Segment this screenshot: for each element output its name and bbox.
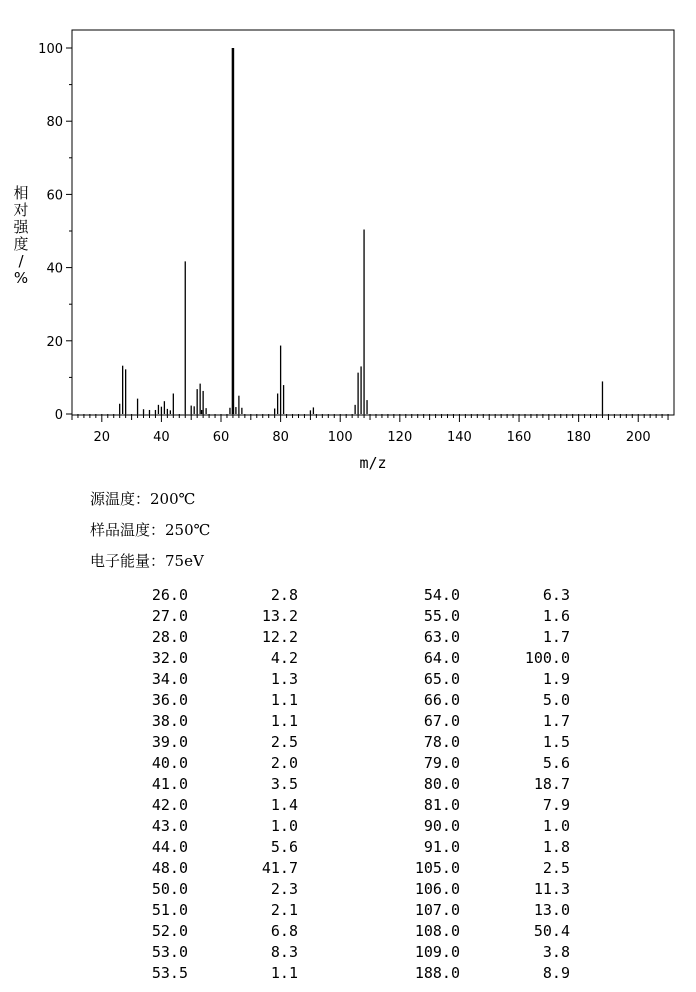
intensity-cell: 8.9 <box>542 964 570 982</box>
intensity-cell: 2.5 <box>270 733 298 751</box>
spectrum-peaks <box>120 48 603 414</box>
table-row <box>0 585 696 606</box>
x-tick-label: 180 <box>566 430 592 445</box>
intensity-cell: 7.9 <box>542 796 570 814</box>
mz-cell: 38.0 <box>151 712 188 730</box>
table-row <box>0 837 696 858</box>
mz-cell: 54.0 <box>423 586 460 604</box>
mz-cell: 34.0 <box>151 670 188 688</box>
mz-cell: 90.0 <box>423 817 460 835</box>
intensity-cell: 1.1 <box>270 691 298 709</box>
y-tick-label: 60 <box>46 188 63 204</box>
spacer-cell <box>570 963 696 984</box>
source-temperature <box>90 488 195 509</box>
mz-cell: 91.0 <box>423 838 460 856</box>
y-tick-label: 80 <box>46 115 63 131</box>
intensity-cell: 1.7 <box>542 712 570 730</box>
y-tick-label: 100 <box>38 42 63 57</box>
x-tick-label: 120 <box>387 430 413 445</box>
intensity-cell: 1.1 <box>270 964 298 982</box>
spacer-cell <box>570 627 696 648</box>
table-row <box>0 942 696 963</box>
spacer-cell <box>570 879 696 900</box>
mz-cell: 40.0 <box>151 754 188 772</box>
intensity-cell: 1.6 <box>542 607 570 625</box>
y-tick-label: 40 <box>46 261 63 277</box>
intensity-cell: 6.3 <box>542 586 570 604</box>
intensity-cell: 2.3 <box>270 880 298 898</box>
table-row <box>0 732 696 753</box>
mz-cell: 32.0 <box>151 649 188 667</box>
intensity-cell: 8.3 <box>270 943 298 961</box>
table-row <box>0 795 696 816</box>
intensity-cell: 3.8 <box>542 943 570 961</box>
table-row <box>0 774 696 795</box>
x-tick-label: 20 <box>93 430 111 445</box>
mz-cell: 107.0 <box>414 901 460 919</box>
intensity-cell: 1.5 <box>542 733 570 751</box>
x-tick-label: 160 <box>506 430 532 445</box>
mz-cell: 50.0 <box>151 880 188 898</box>
intensity-cell: 1.9 <box>542 670 570 688</box>
mz-cell: 66.0 <box>423 691 460 709</box>
mz-cell: 28.0 <box>151 628 188 646</box>
intensity-cell: 5.6 <box>270 838 298 856</box>
mz-cell: 39.0 <box>151 733 188 751</box>
intensity-cell: 1.3 <box>270 670 298 688</box>
table-row <box>0 627 696 648</box>
spacer-cell <box>570 732 696 753</box>
mz-cell: 105.0 <box>414 859 460 877</box>
x-tick-label: 100 <box>327 430 353 445</box>
intensity-cell: 5.6 <box>542 754 570 772</box>
electron-energy <box>90 550 204 571</box>
spacer-cell <box>570 795 696 816</box>
table-row <box>0 753 696 774</box>
spacer-cell <box>570 816 696 837</box>
intensity-cell: 4.2 <box>270 649 298 667</box>
intensity-cell: 18.7 <box>533 775 570 793</box>
mz-cell: 79.0 <box>423 754 460 772</box>
intensity-cell: 41.7 <box>261 859 298 877</box>
mz-cell: 65.0 <box>423 670 460 688</box>
intensity-cell: 50.4 <box>533 922 570 940</box>
table-row <box>0 858 696 879</box>
intensity-cell: 1.0 <box>270 817 298 835</box>
table-row <box>0 711 696 732</box>
electron-energy-value: 75eV <box>165 552 204 570</box>
mz-cell: 109.0 <box>414 943 460 961</box>
mz-cell: 52.0 <box>151 922 188 940</box>
spacer-cell <box>570 585 696 606</box>
spacer-cell <box>570 900 696 921</box>
x-tick-label: 60 <box>212 430 230 445</box>
y-tick-label: 0 <box>54 408 63 423</box>
spacer-cell <box>570 753 696 774</box>
peak-table <box>0 585 696 984</box>
x-axis <box>72 414 668 445</box>
spacer-cell <box>570 711 696 732</box>
mz-cell: 43.0 <box>151 817 188 835</box>
table-row <box>0 816 696 837</box>
mz-cell: 41.0 <box>151 775 188 793</box>
mz-cell: 26.0 <box>151 586 188 604</box>
mz-cell: 78.0 <box>423 733 460 751</box>
table-row <box>0 900 696 921</box>
intensity-cell: 100.0 <box>524 649 570 667</box>
y-axis <box>38 42 72 423</box>
table-row <box>0 648 696 669</box>
table-row <box>0 921 696 942</box>
mz-cell: 42.0 <box>151 796 188 814</box>
table-row <box>0 606 696 627</box>
mz-cell: 81.0 <box>423 796 460 814</box>
table-row <box>0 879 696 900</box>
spacer-cell <box>570 921 696 942</box>
intensity-cell: 1.4 <box>270 796 298 814</box>
mass-spectrum-chart <box>0 0 696 480</box>
intensity-cell: 11.3 <box>533 880 570 898</box>
x-tick-label: 40 <box>153 430 170 445</box>
sample-temperature-value: 250℃ <box>165 521 211 539</box>
table-row <box>0 963 696 984</box>
spacer-cell <box>570 690 696 711</box>
mz-cell: 67.0 <box>423 712 460 730</box>
mz-cell: 80.0 <box>423 775 460 793</box>
spacer-cell <box>570 942 696 963</box>
intensity-cell: 1.7 <box>542 628 570 646</box>
mz-cell: 108.0 <box>414 922 460 940</box>
mz-cell: 55.0 <box>423 607 460 625</box>
sample-temperature <box>90 519 210 540</box>
mz-cell: 48.0 <box>151 859 188 877</box>
mz-cell: 44.0 <box>151 838 188 856</box>
x-axis-label: m/z <box>359 454 387 472</box>
electron-energy-label: 电子能量： <box>90 552 166 570</box>
intensity-cell: 3.5 <box>270 775 298 793</box>
spacer-cell <box>570 606 696 627</box>
intensity-cell: 2.1 <box>270 901 298 919</box>
source-temperature-label: 源温度： <box>90 490 151 508</box>
x-tick-label: 80 <box>272 430 289 445</box>
spacer-cell <box>570 858 696 879</box>
mz-cell: 106.0 <box>414 880 460 898</box>
mz-cell: 188.0 <box>414 964 460 982</box>
plot-frame <box>72 30 674 415</box>
spacer-cell <box>570 648 696 669</box>
intensity-cell: 1.0 <box>542 817 570 835</box>
mz-cell: 27.0 <box>151 607 188 625</box>
intensity-cell: 2.8 <box>270 586 298 604</box>
intensity-cell: 13.0 <box>533 901 570 919</box>
intensity-cell: 12.2 <box>261 628 298 646</box>
y-axis-label: 相对强度/ % <box>13 184 29 287</box>
intensity-cell: 2.5 <box>542 859 570 877</box>
mz-cell: 36.0 <box>151 691 188 709</box>
mz-cell: 51.0 <box>151 901 188 919</box>
x-tick-label: 200 <box>625 430 651 445</box>
intensity-cell: 13.2 <box>261 607 298 625</box>
intensity-cell: 1.1 <box>270 712 298 730</box>
x-tick-label: 140 <box>447 430 472 445</box>
spacer-cell <box>570 669 696 690</box>
intensity-cell: 1.8 <box>542 838 570 856</box>
sample-temperature-label: 样品温度： <box>90 521 166 539</box>
y-tick-label: 20 <box>46 334 63 350</box>
spacer-cell <box>570 837 696 858</box>
table-row <box>0 669 696 690</box>
intensity-cell: 2.0 <box>270 754 298 772</box>
spacer-cell <box>570 774 696 795</box>
mz-cell: 53.5 <box>151 964 188 982</box>
intensity-cell: 6.8 <box>270 922 298 940</box>
source-temperature-value: 200℃ <box>150 490 196 508</box>
mz-cell: 53.0 <box>151 943 188 961</box>
mz-cell: 63.0 <box>423 628 460 646</box>
mz-cell: 64.0 <box>423 649 460 667</box>
intensity-cell: 5.0 <box>542 691 570 709</box>
table-row <box>0 690 696 711</box>
